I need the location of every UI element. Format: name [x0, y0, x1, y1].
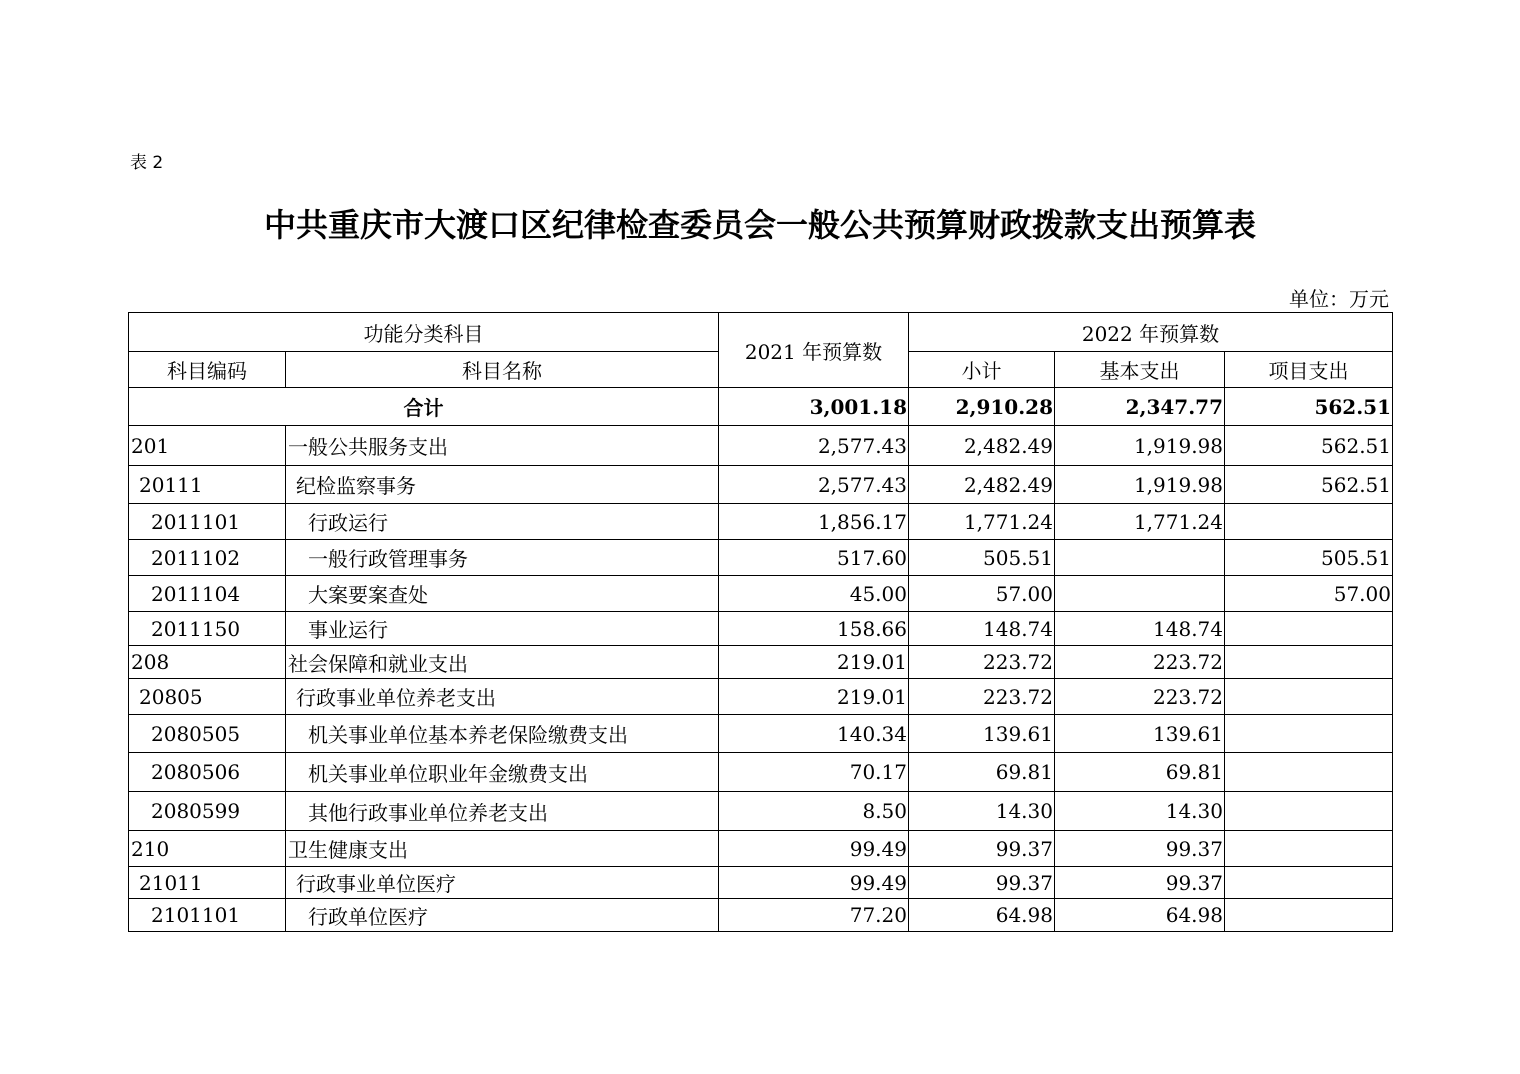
row-name: 其他行政事业单位养老支出 [286, 792, 719, 831]
row-name: 机关事业单位职业年金缴费支出 [286, 753, 719, 792]
row-code: 2011104 [129, 576, 286, 612]
row-project [1225, 715, 1393, 753]
row-basic [1055, 576, 1225, 612]
header-project: 项目支出 [1225, 352, 1393, 388]
row-budget-2021: 1,856.17 [719, 504, 909, 540]
row-budget-2021: 219.01 [719, 646, 909, 679]
row-name: 一般公共服务支出 [286, 426, 719, 466]
header-func-class: 功能分类科目 [129, 313, 719, 352]
row-budget-2021: 99.49 [719, 831, 909, 867]
table-row [129, 504, 1393, 540]
row-budget-2021: 2,577.43 [719, 466, 909, 504]
row-project [1225, 646, 1393, 679]
row-name: 大案要案查处 [286, 576, 719, 612]
row-code: 2080599 [129, 792, 286, 831]
table-row [129, 612, 1393, 646]
row-name: 一般行政管理事务 [286, 540, 719, 576]
row-name: 行政单位医疗 [286, 899, 719, 932]
header-budget-2021: 2021 年预算数 [719, 313, 909, 388]
row-subtotal: 99.37 [909, 831, 1055, 867]
row-name: 行政运行 [286, 504, 719, 540]
row-subtotal: 99.37 [909, 867, 1055, 899]
row-name: 纪检监察事务 [286, 466, 719, 504]
table-row [129, 867, 1393, 899]
row-code: 2080505 [129, 715, 286, 753]
row-subtotal: 1,771.24 [909, 504, 1055, 540]
row-subtotal: 505.51 [909, 540, 1055, 576]
row-name: 事业运行 [286, 612, 719, 646]
header-name: 科目名称 [286, 352, 719, 388]
row-project [1225, 867, 1393, 899]
table-row [129, 899, 1393, 932]
row-code: 21011 [129, 867, 286, 899]
row-name: 行政事业单位医疗 [286, 867, 719, 899]
header-subtotal: 小计 [909, 352, 1055, 388]
row-budget-2021: 219.01 [719, 679, 909, 715]
row-name: 社会保障和就业支出 [286, 646, 719, 679]
row-basic: 14.30 [1055, 792, 1225, 831]
page-title: 中共重庆市大渡口区纪律检查委员会一般公共预算财政拨款支出预算表 [263, 206, 1256, 244]
total-project: 562.51 [1225, 388, 1393, 426]
row-budget-2021: 158.66 [719, 612, 909, 646]
row-code: 2101101 [129, 899, 286, 932]
row-basic [1055, 540, 1225, 576]
row-name: 行政事业单位养老支出 [286, 679, 719, 715]
table-row [129, 466, 1393, 504]
row-project: 505.51 [1225, 540, 1393, 576]
total-subtotal: 2,910.28 [909, 388, 1055, 426]
row-subtotal: 148.74 [909, 612, 1055, 646]
row-subtotal: 14.30 [909, 792, 1055, 831]
row-subtotal: 57.00 [909, 576, 1055, 612]
table-row [129, 679, 1393, 715]
total-row [129, 388, 1393, 426]
row-project [1225, 612, 1393, 646]
row-budget-2021: 517.60 [719, 540, 909, 576]
row-basic: 1,919.98 [1055, 426, 1225, 466]
row-project: 57.00 [1225, 576, 1393, 612]
row-project [1225, 899, 1393, 932]
table-row [129, 540, 1393, 576]
table-row [129, 831, 1393, 867]
table-row [129, 646, 1393, 679]
row-code: 2011101 [129, 504, 286, 540]
header-row-1 [129, 313, 1393, 352]
row-subtotal: 223.72 [909, 679, 1055, 715]
row-code: 2011102 [129, 540, 286, 576]
row-basic: 1,771.24 [1055, 504, 1225, 540]
row-subtotal: 2,482.49 [909, 426, 1055, 466]
table-row [129, 792, 1393, 831]
header-basic: 基本支出 [1055, 352, 1225, 388]
row-budget-2021: 2,577.43 [719, 426, 909, 466]
unit-label: 单位：万元 [1289, 287, 1389, 311]
row-subtotal: 64.98 [909, 899, 1055, 932]
row-code: 210 [129, 831, 286, 867]
row-budget-2021: 140.34 [719, 715, 909, 753]
row-budget-2021: 45.00 [719, 576, 909, 612]
row-code: 2011150 [129, 612, 286, 646]
row-code: 2080506 [129, 753, 286, 792]
row-basic: 69.81 [1055, 753, 1225, 792]
total-label: 合计 [129, 388, 719, 426]
header-budget-2022: 2022 年预算数 [909, 313, 1393, 352]
row-project [1225, 831, 1393, 867]
row-code: 20805 [129, 679, 286, 715]
row-name: 卫生健康支出 [286, 831, 719, 867]
table-row [129, 576, 1393, 612]
row-code: 208 [129, 646, 286, 679]
row-basic: 99.37 [1055, 831, 1225, 867]
row-budget-2021: 70.17 [719, 753, 909, 792]
row-project: 562.51 [1225, 466, 1393, 504]
row-subtotal: 223.72 [909, 646, 1055, 679]
row-budget-2021: 99.49 [719, 867, 909, 899]
header-code: 科目编码 [129, 352, 286, 388]
row-basic: 223.72 [1055, 679, 1225, 715]
row-basic: 139.61 [1055, 715, 1225, 753]
row-project [1225, 753, 1393, 792]
row-code: 20111 [129, 466, 286, 504]
row-budget-2021: 77.20 [719, 899, 909, 932]
table-row [129, 426, 1393, 466]
row-project [1225, 504, 1393, 540]
row-subtotal: 69.81 [909, 753, 1055, 792]
row-code: 201 [129, 426, 286, 466]
total-basic: 2,347.77 [1055, 388, 1225, 426]
row-project [1225, 792, 1393, 831]
row-basic: 148.74 [1055, 612, 1225, 646]
budget-table [128, 312, 1393, 932]
row-project [1225, 679, 1393, 715]
row-basic: 99.37 [1055, 867, 1225, 899]
row-basic: 1,919.98 [1055, 466, 1225, 504]
table-row [129, 753, 1393, 792]
row-project: 562.51 [1225, 426, 1393, 466]
table-row [129, 715, 1393, 753]
row-subtotal: 139.61 [909, 715, 1055, 753]
row-basic: 64.98 [1055, 899, 1225, 932]
row-subtotal: 2,482.49 [909, 466, 1055, 504]
total-b2021: 3,001.18 [719, 388, 909, 426]
row-budget-2021: 8.50 [719, 792, 909, 831]
row-name: 机关事业单位基本养老保险缴费支出 [286, 715, 719, 753]
row-basic: 223.72 [1055, 646, 1225, 679]
table-label: 表 2 [130, 153, 164, 173]
